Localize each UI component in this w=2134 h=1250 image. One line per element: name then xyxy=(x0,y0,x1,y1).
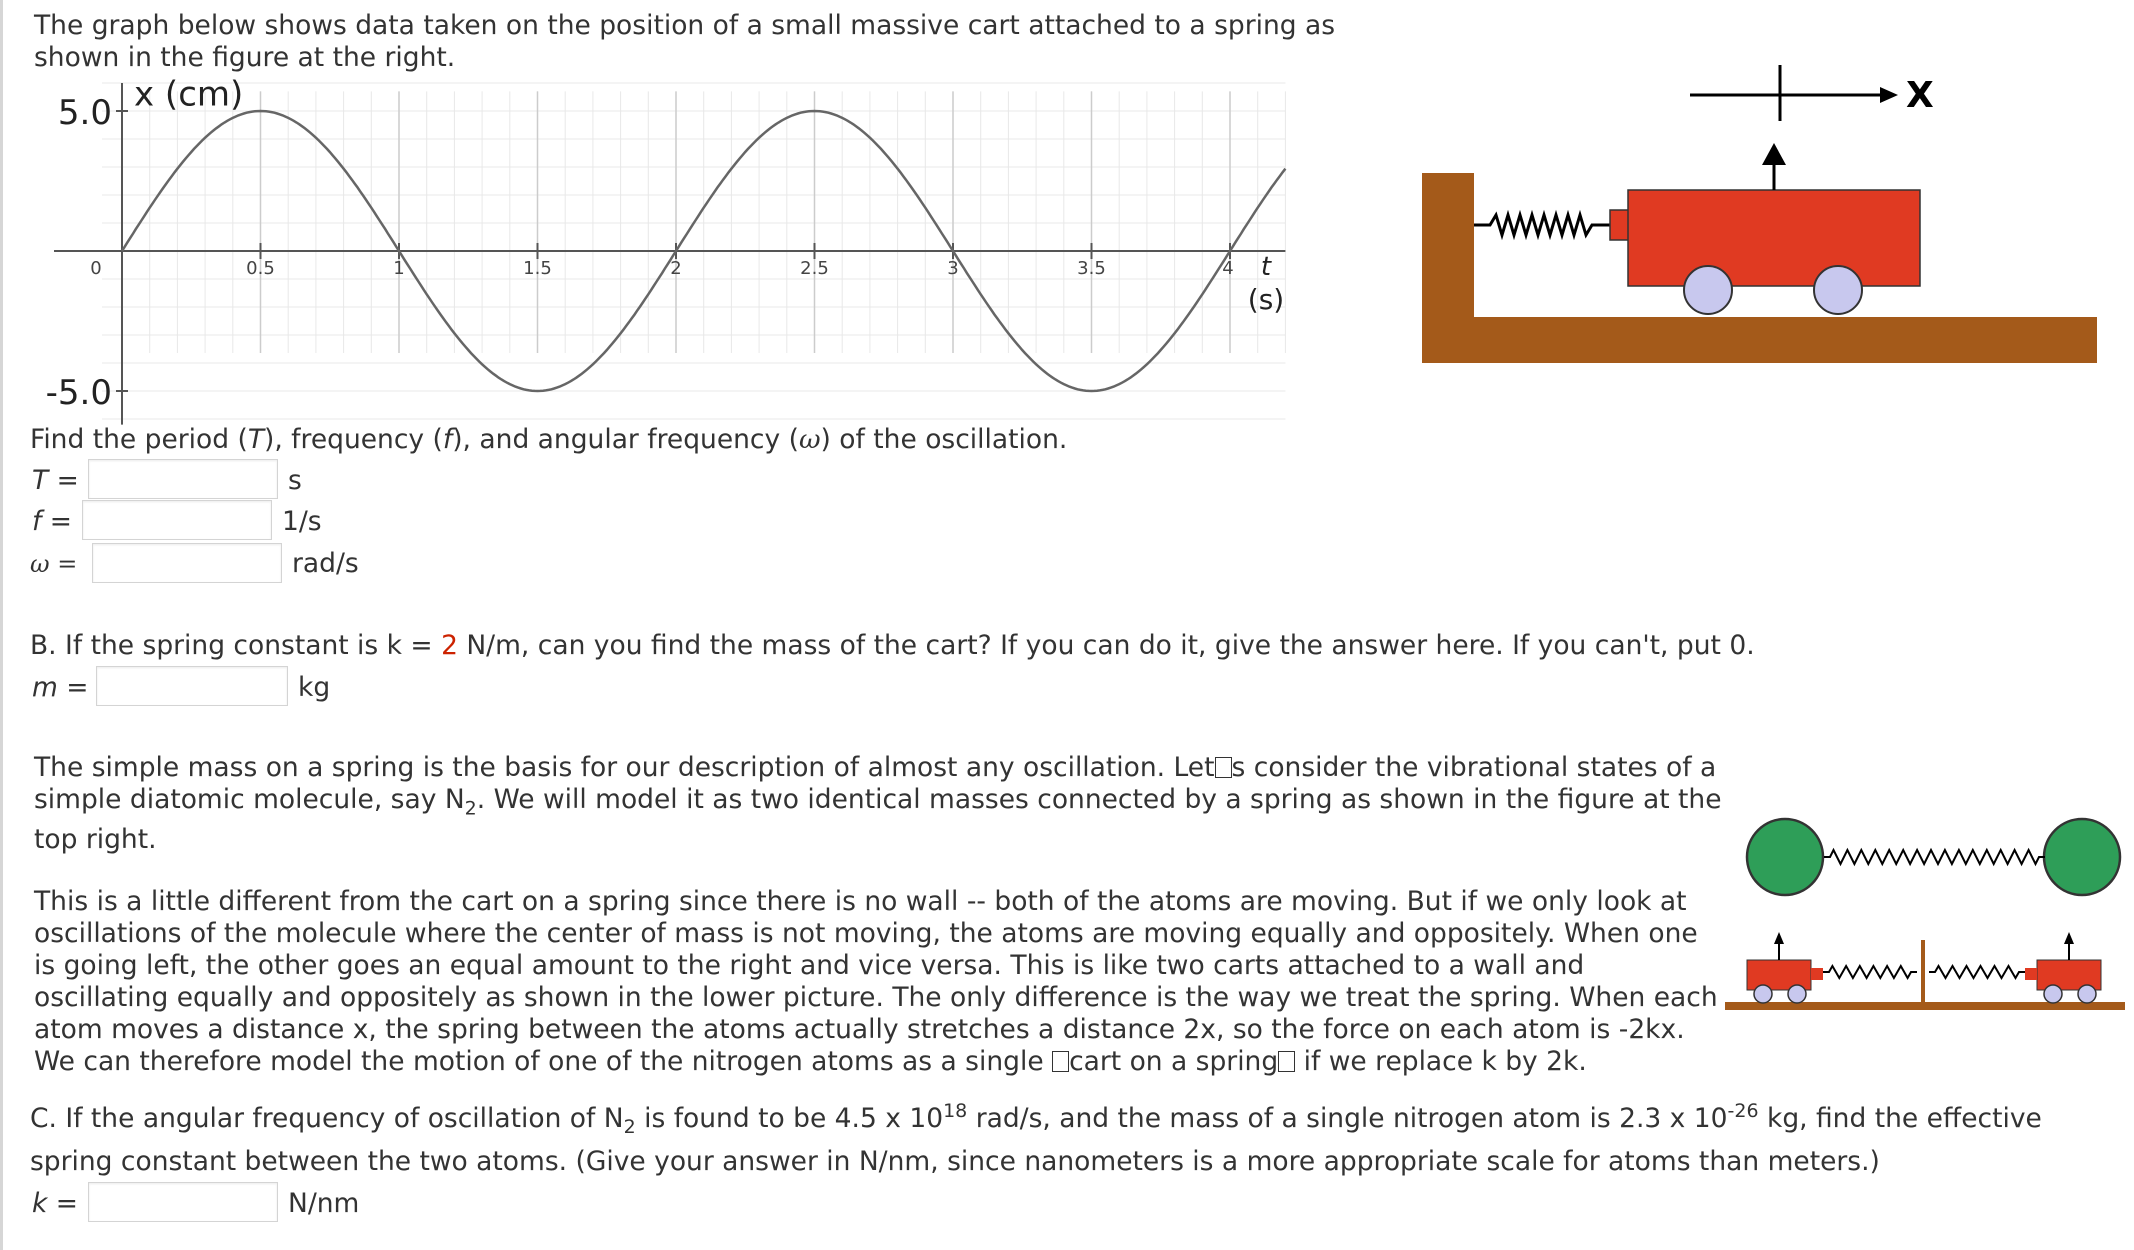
period-unit: s xyxy=(288,465,302,496)
part-b-prefix: B. If the spring constant is k = xyxy=(30,630,442,661)
part-b-question xyxy=(30,630,1755,662)
x-tick-label: 4 xyxy=(1222,258,1234,279)
x-tick-label: 1.5 xyxy=(523,258,552,279)
prompt-omega: ω xyxy=(798,424,821,455)
x-tick-label: 2 xyxy=(670,258,682,279)
part-c-b: is found to be 4.5 x 10 xyxy=(635,1102,944,1134)
two-cart-figure xyxy=(1725,920,2125,1020)
part-c-a: C. If the angular frequency of oscillation of N xyxy=(30,1102,624,1134)
part-c-d: kg, find the effective xyxy=(1758,1102,2042,1134)
para2-text-c: if we replace k by 2k. xyxy=(1295,1046,1587,1077)
cart xyxy=(1610,143,1920,314)
mass-input[interactable] xyxy=(96,666,288,706)
part-b-suffix: N/m, can you find the mass of the cart? If you can do it, give the answer here. If you can't, put 0. xyxy=(457,630,1755,661)
nitrogen-atom xyxy=(2044,819,2120,895)
part-c-sup2: -26 xyxy=(1727,1100,1759,1122)
spring-constant-unit: N/nm xyxy=(288,1188,360,1219)
para1-text-b: s consider the vibrational states of a simple diatomic molecule, say N xyxy=(34,752,1717,815)
spring-constant-label: k = xyxy=(32,1188,78,1219)
prompt-mid1: ), frequency ( xyxy=(264,424,443,455)
prompt-mid2: ), and angular frequency ( xyxy=(452,424,799,455)
floor xyxy=(1725,1002,2125,1010)
cart-spring-figure xyxy=(1410,55,2110,375)
missing-char-box xyxy=(1278,1051,1295,1072)
part-c-sup1: 18 xyxy=(943,1100,968,1122)
x-tick-label: 3 xyxy=(947,258,959,279)
para1-text-a: The simple mass on a spring is the basis for our description of almost any oscillation. Let xyxy=(34,752,1215,783)
period-input[interactable] xyxy=(88,459,278,499)
x-axis-unit: (s) xyxy=(1247,283,1285,316)
cart-wheel xyxy=(1684,266,1732,314)
molecule-figure xyxy=(1740,812,2130,912)
diatomic-intro-paragraph xyxy=(34,752,1724,856)
spring-constant-value: 2 xyxy=(441,630,458,661)
missing-char-box xyxy=(1215,757,1232,778)
para1-text-c: . We will model it as two identical masses connected by a spring as shown in the figure at the top right. xyxy=(34,784,1722,856)
angular-frequency-input[interactable] xyxy=(92,543,282,583)
prompt-T: T xyxy=(247,424,264,455)
period-label: T = xyxy=(32,465,79,496)
prompt-suffix: ) of the oscillation. xyxy=(820,424,1068,455)
angular-frequency-unit: rad/s xyxy=(292,548,359,579)
spring xyxy=(1474,215,1610,235)
para1-sub: 2 xyxy=(464,797,477,820)
page-left-border xyxy=(0,0,3,1250)
nitrogen-atom xyxy=(1747,819,1823,895)
x-tick-label: 0.5 xyxy=(246,258,275,279)
position-time-graph xyxy=(30,74,1300,413)
part-c-question-line1 xyxy=(30,1095,2042,1143)
x-tick-label: 3.5 xyxy=(1077,258,1106,279)
x-tick-label: 2.5 xyxy=(800,258,829,279)
x-axis-arrow xyxy=(1690,65,1934,121)
frequency-label: f = xyxy=(32,506,72,537)
x-tick-label: 0 xyxy=(90,258,102,279)
prompt-f: f xyxy=(442,424,453,455)
angular-frequency-label: ω = xyxy=(30,550,78,578)
intro-text: The graph below shows data taken on the position of a small massive cart attached to a spring as shown in the figure at the right. xyxy=(34,10,1336,73)
frequency-unit: 1/s xyxy=(282,506,322,537)
part-c-question-line2: spring constant between the two atoms. (Give your answer in N/nm, since nanometers is a more appropriate scale for atoms than meters.) xyxy=(30,1146,1880,1177)
y-tick-label: 5.0 xyxy=(57,93,112,133)
right-cart xyxy=(2025,932,2101,1003)
para2-text-a: This is a little different from the cart on a spring since there is no wall -- both of the atoms are moving. But if we only look at oscillations of the molecule where the center of mass is not moving, the atoms are moving equally and oppositely. When one is going left, the other goes an equal amount to the right and vice versa. This is like two carts attached to a wall and oscillating equally and oppositely as shown in the lower picture. The only difference is the way we treat the spring. When each atom moves a distance x, the spring between the atoms actually stretches a distance 2x, so the force on each atom is -2kx. We can therefore model the motion of one of the nitrogen atoms as a single xyxy=(34,886,1718,1077)
prompt-prefix: Find the period ( xyxy=(30,424,248,455)
mass-unit: kg xyxy=(298,672,331,703)
part-c-sub: 2 xyxy=(623,1116,636,1139)
y-axis-label: x (cm) xyxy=(134,74,244,115)
cart-wheel xyxy=(1814,266,1862,314)
missing-char-box xyxy=(1052,1051,1069,1072)
right-spring xyxy=(1929,966,2025,978)
para2-text-b: cart on a spring xyxy=(1069,1046,1279,1077)
x-axis-label: X xyxy=(1906,75,1934,116)
y-tick-label: -5.0 xyxy=(45,373,112,413)
part-a-prompt xyxy=(30,424,1067,456)
equal-opposite-paragraph xyxy=(34,886,1724,1078)
frequency-input[interactable] xyxy=(82,500,272,540)
x-tick-label: 1 xyxy=(393,258,405,279)
x-axis-label: t xyxy=(1260,252,1272,282)
mass-label: m = xyxy=(32,672,89,703)
part-c-c: rad/s, and the mass of a single nitrogen atom is 2.3 x 10 xyxy=(967,1102,1728,1134)
molecule-spring xyxy=(1824,850,2045,864)
left-cart xyxy=(1747,932,1823,1003)
spring-constant-input[interactable] xyxy=(88,1182,278,1222)
left-spring xyxy=(1823,966,1917,978)
